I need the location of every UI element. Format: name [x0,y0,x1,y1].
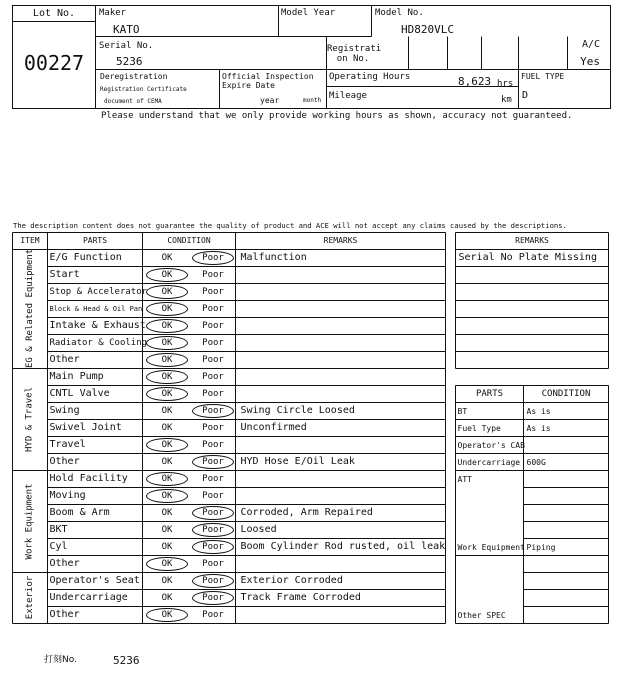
ok-selected-circle [146,268,188,282]
ok-option: OK [161,456,173,467]
poor-option: Poor [202,422,224,433]
ok-selected-circle [146,438,188,452]
ok-selected-circle [146,387,188,401]
remark-text: Swing Circle Loosed [240,404,355,416]
poor-selected-circle [192,540,234,554]
right-part-label: Undercarriage [457,457,521,467]
poor-option: Poor [202,558,224,569]
part-label: Swivel Joint [49,421,122,433]
part-label: Swing [49,404,80,416]
poor-option: Poor [202,388,224,399]
maker-value: KATO [113,23,140,36]
registration-certificate-label: Registration Certificate [100,86,187,93]
part-label: E/G Function [49,251,122,263]
part-label: Main Pump [49,370,104,382]
ok-option: OK [161,524,173,535]
ok-option: OK [161,371,173,382]
right-part-label: Work Equipment [457,542,525,552]
ok-option: OK [161,592,173,603]
condition-header: CONDITION [167,235,211,245]
hrs-label: hrs [497,79,514,89]
year-label: year [260,96,280,105]
remark-text: Track Frame Corroded [240,591,361,603]
lot-label: Lot No. [32,8,76,19]
ok-option: OK [161,473,173,484]
cema-label: document of CEMA [104,98,162,105]
part-label: Hold Facility [49,472,128,484]
right-condition-value: 600G [526,457,546,467]
poor-option: Poor [202,473,224,484]
hours-note: Please understand that we only provide working hours as shown, accuracy not guaranteed. [101,111,573,121]
ok-option: OK [161,320,173,331]
poor-option: Poor [202,507,224,518]
part-label: Cyl [49,540,68,552]
maker-label: Maker [99,8,127,18]
part-label: Other [49,455,80,467]
poor-selected-circle [192,574,234,588]
remark-text: HYD Hose E/Oil Leak [240,455,355,467]
part-label: Travel [49,438,86,450]
ok-option: OK [161,558,173,569]
poor-option: Poor [202,269,224,280]
ok-selected-circle [146,557,188,571]
remark-text: Loosed [240,523,277,535]
official-inspection-label: Official Inspection [222,72,314,81]
part-label: Undercarriage [49,591,128,603]
ok-selected-circle [146,336,188,350]
remarks-header: REMARKS [323,235,358,245]
ok-selected-circle [146,370,188,384]
poor-option: Poor [202,490,224,501]
part-label: CNTL Valve [49,387,110,399]
right-remarks-header: REMARKS [515,235,549,245]
ok-selected-circle [146,285,188,299]
right-condition-header: CONDITION [541,388,591,399]
poor-option: Poor [202,337,224,348]
expire-date-label: Expire Date [222,81,275,90]
part-label: Stop & Accelerator [49,286,148,297]
ok-option: OK [161,439,173,450]
group-label: EG & Related Equipment [24,248,35,368]
stamp-number-value: 5236 [113,654,140,667]
ok-option: OK [161,388,173,399]
poor-option: Poor [202,456,224,467]
remark-text: Exterior Corroded [240,574,343,586]
stamp-number-label: 打刻No. [44,655,77,665]
ok-option: OK [161,575,173,586]
remark-text: Malfunction [240,251,307,263]
ok-selected-circle [146,608,188,622]
ac-value: Yes [580,55,600,68]
ok-option: OK [161,422,173,433]
right-part-label: Other SPEC [457,610,506,620]
part-label: Boom & Arm [49,506,110,518]
part-label: Operator's Seat [49,574,140,586]
poor-selected-circle [192,506,234,520]
ok-option: OK [161,303,173,314]
ok-option: OK [161,490,173,501]
poor-option: Poor [202,354,224,365]
poor-option: Poor [202,609,224,620]
registration-label: Registrati [327,44,382,54]
poor-option: Poor [202,592,224,603]
serial-value: 5236 [116,55,143,68]
group-label: Exterior [24,575,35,620]
poor-selected-circle [192,404,234,418]
ok-option: OK [161,507,173,518]
operating-hours-value: 8,623 [458,75,492,88]
disclaimer: The description content does not guarantee the quality of product and ACE will not accept any claims caused by the descriptions. [13,221,567,230]
poor-option: Poor [202,405,224,416]
part-label: BKT [49,523,68,535]
ok-option: OK [161,252,173,263]
ac-label: A/C [581,39,600,50]
mileage-label: Mileage [329,91,367,101]
part-label: Radiator & Cooling [49,337,148,348]
right-parts-header: PARTS [475,388,504,399]
part-label: Other [49,608,80,620]
poor-selected-circle [192,523,234,537]
model-no-value: HD820VLC [401,23,454,36]
part-label: Other [49,353,80,365]
ok-selected-circle [146,302,188,316]
remark-text: Boom Cylinder Rod rusted, oil leak [240,540,446,552]
parts-header: PARTS [82,235,108,245]
ok-option: OK [161,609,173,620]
right-part-label: Fuel Type [457,423,501,433]
fuel-type-value: D [522,90,529,101]
ok-option: OK [161,286,173,297]
right-condition-value: As is [526,423,551,433]
poor-option: Poor [202,371,224,382]
right-part-label: ATT [457,474,472,484]
remark-text: Unconfirmed [240,421,307,433]
model-year-label: Model Year [281,8,336,18]
poor-option: Poor [202,439,224,450]
ok-option: OK [161,541,173,552]
poor-selected-circle [192,251,234,265]
group-label: HYD & Travel [24,386,35,452]
deregistration-label: Deregistration [100,72,168,81]
poor-selected-circle [192,591,234,605]
km-label: km [501,95,512,105]
ok-option: OK [161,269,173,280]
month-label: month [303,97,322,104]
ok-selected-circle [146,472,188,486]
right-part-label: Operator's CAB [457,440,525,450]
remark-text: Corroded, Arm Repaired [240,506,373,518]
poor-option: Poor [202,541,224,552]
right-remark-text: Serial No Plate Missing [458,251,597,263]
part-label: Start [49,268,80,280]
ok-option: OK [161,405,173,416]
poor-option: Poor [202,524,224,535]
model-no-label: Model No. [375,8,424,18]
ok-selected-circle [146,353,188,367]
poor-option: Poor [202,320,224,331]
ok-option: OK [161,337,173,348]
poor-option: Poor [202,303,224,314]
lot-value: 00227 [23,51,85,75]
ok-selected-circle [146,319,188,333]
ok-option: OK [161,354,173,365]
item-header: ITEM [20,235,40,245]
fuel-type-label: FUEL TYPE [521,72,565,81]
operating-hours-label: Operating Hours [329,72,411,82]
ok-selected-circle [146,489,188,503]
right-condition-value: Piping [526,542,556,552]
group-label: Work Equipment [24,483,35,559]
poor-selected-circle [192,455,234,469]
part-label: Other [49,557,80,569]
registration-label-2: on No. [336,54,370,64]
part-label: Intake & Exhaust [49,319,146,331]
right-condition-value: As is [526,406,551,416]
serial-label: Serial No. [99,41,154,51]
right-part-label: BT [457,406,468,416]
poor-option: Poor [202,286,224,297]
part-label: Moving [49,489,86,501]
part-label: Block & Head & Oil Pan [49,304,143,313]
poor-option: Poor [202,575,224,586]
poor-option: Poor [202,252,224,263]
